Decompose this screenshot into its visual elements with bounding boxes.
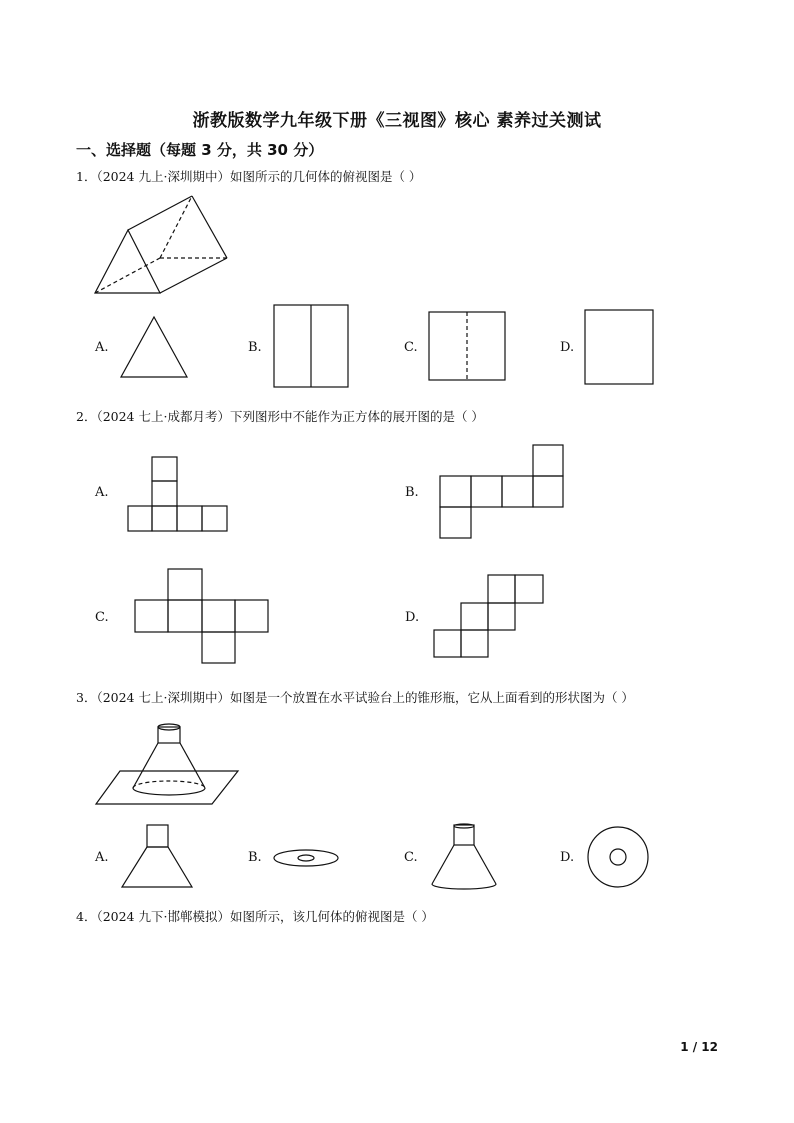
q3-option-b-shape: [273, 848, 339, 868]
question-3-text: 3．（2024 七上·深圳期中）如图是一个放置在水平试验台上的锥形瓶，它从上面看到的形状图为（ ）: [76, 690, 634, 705]
q3-option-d-shape: [587, 826, 649, 888]
q1-option-d[interactable]: D.: [560, 340, 575, 355]
q2-option-d[interactable]: D.: [405, 610, 420, 625]
question-2-text: 2．（2024 七上·成都月考）下列图形中不能作为正方体的展开图的是（ ）: [76, 409, 484, 424]
q2-option-c[interactable]: C.: [95, 610, 109, 625]
question-1-text: 1．（2024 九上·深圳期中）如图所示的几何体的俯视图是（ ）: [76, 169, 422, 184]
page-title: 浙教版数学九年级下册《三视图》核心 素养过关测试: [192, 111, 602, 131]
q3-option-d[interactable]: D.: [560, 850, 575, 865]
q3-option-c-shape: [430, 824, 500, 890]
q2-option-b[interactable]: B.: [405, 485, 419, 500]
q1-option-a[interactable]: A.: [95, 340, 109, 355]
question-4-text: 4．（2024 九下·邯郸模拟）如图所示，该几何体的俯视图是（ ）: [76, 909, 434, 924]
q3-option-b[interactable]: B.: [248, 850, 262, 865]
q1-option-b[interactable]: B.: [248, 340, 262, 355]
q1-option-c[interactable]: C.: [404, 340, 418, 355]
page-number: 1 / 12: [680, 1040, 718, 1054]
q3-option-a[interactable]: A.: [95, 850, 109, 865]
q2-option-a[interactable]: A.: [95, 485, 109, 500]
q3-option-a-shape: [120, 824, 194, 889]
section-heading: 一、选择题（每题 3 分，共 30 分）: [76, 141, 324, 159]
q3-option-c[interactable]: C.: [404, 850, 418, 865]
